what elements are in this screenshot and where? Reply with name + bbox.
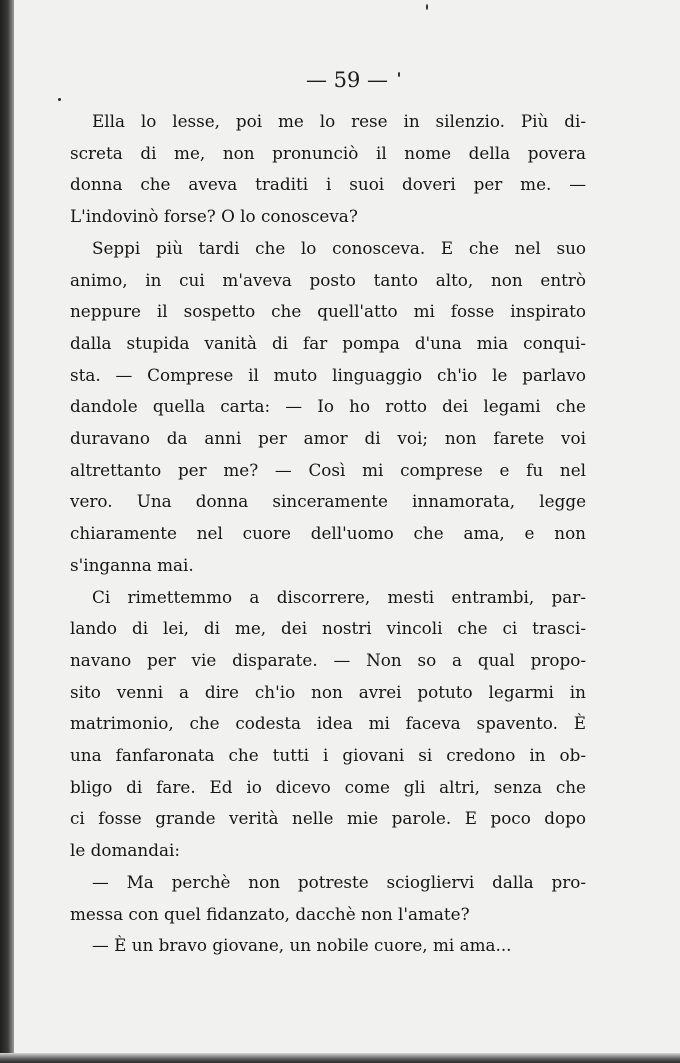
- text-line: vero. Una donna sinceramente innamorata, legge: [70, 491, 586, 512]
- text-line: una fanfaronata che tutti i giovani si credono in ob-: [70, 745, 586, 766]
- page-number: — 59 —: [305, 68, 389, 92]
- text-line: neppure il sospetto che quell'atto mi fosse inspirato: [70, 301, 586, 322]
- ink-speck: [398, 72, 400, 77]
- ink-speck: [58, 98, 61, 101]
- text-line: bligo di fare. Ed io dicevo come gli altri, senza che: [70, 776, 586, 797]
- text-line: — Ma perchè non potreste sciogliervi dalla pro-: [92, 871, 586, 892]
- text-line: navano per vie disparate. — Non so a qual propo-: [70, 649, 586, 670]
- ink-speck: [426, 4, 428, 10]
- text-line: Ella lo lesse, poi me lo rese in silenzio. Più di-: [92, 111, 586, 131]
- text-line: donna che aveva traditi i suoi doveri per me. —: [70, 174, 586, 195]
- text-line: matrimonio, che codesta idea mi faceva spavento. È: [70, 713, 586, 734]
- text-line: dalla stupida vanità di far pompa d'una mia conqui-: [70, 332, 586, 353]
- text-line: animo, in cui m'aveva posto tanto alto, non entrò: [70, 269, 586, 290]
- text-line: screta di me, non pronunciò il nome della povera: [70, 142, 586, 163]
- text-line: s'inganna mai.: [70, 554, 194, 575]
- text-line: dandole quella carta: — Io ho rotto dei legami che: [70, 396, 586, 417]
- text-line: chiaramente nel cuore dell'uomo che ama, e non: [70, 523, 586, 544]
- scan-bottom-edge: [0, 1053, 680, 1063]
- text-line: messa con quel fidanzato, dacchè non l'amate?: [70, 903, 470, 924]
- text-line: ci fosse grande verità nelle mie parole. E poco dopo: [70, 808, 586, 829]
- text-line: altrettanto per me? — Così mi comprese e fu nel: [70, 459, 586, 480]
- book-page: [14, 0, 680, 1053]
- text-line: le domandai:: [70, 840, 180, 861]
- text-line: sta. — Comprese il muto linguaggio ch'io le parlavo: [70, 364, 586, 385]
- binding-shadow: [0, 0, 14, 1063]
- body-text: [70, 106, 586, 962]
- text-line: Ci rimettemmo a discorrere, mesti entrambi, par-: [92, 586, 586, 607]
- text-line: — È un bravo giovane, un nobile cuore, mi ama...: [92, 935, 512, 956]
- text-line: duravano da anni per amor di voi; non farete voi: [70, 428, 586, 449]
- text-line: sito venni a dire ch'io non avrei potuto legarmi in: [70, 681, 586, 702]
- text-line: Seppi più tardi che lo conosceva. E che nel suo: [92, 237, 586, 258]
- text-line: L'indovinò forse? O lo conosceva?: [70, 206, 358, 227]
- text-line: lando di lei, di me, dei nostri vincoli che ci trasci-: [70, 618, 586, 639]
